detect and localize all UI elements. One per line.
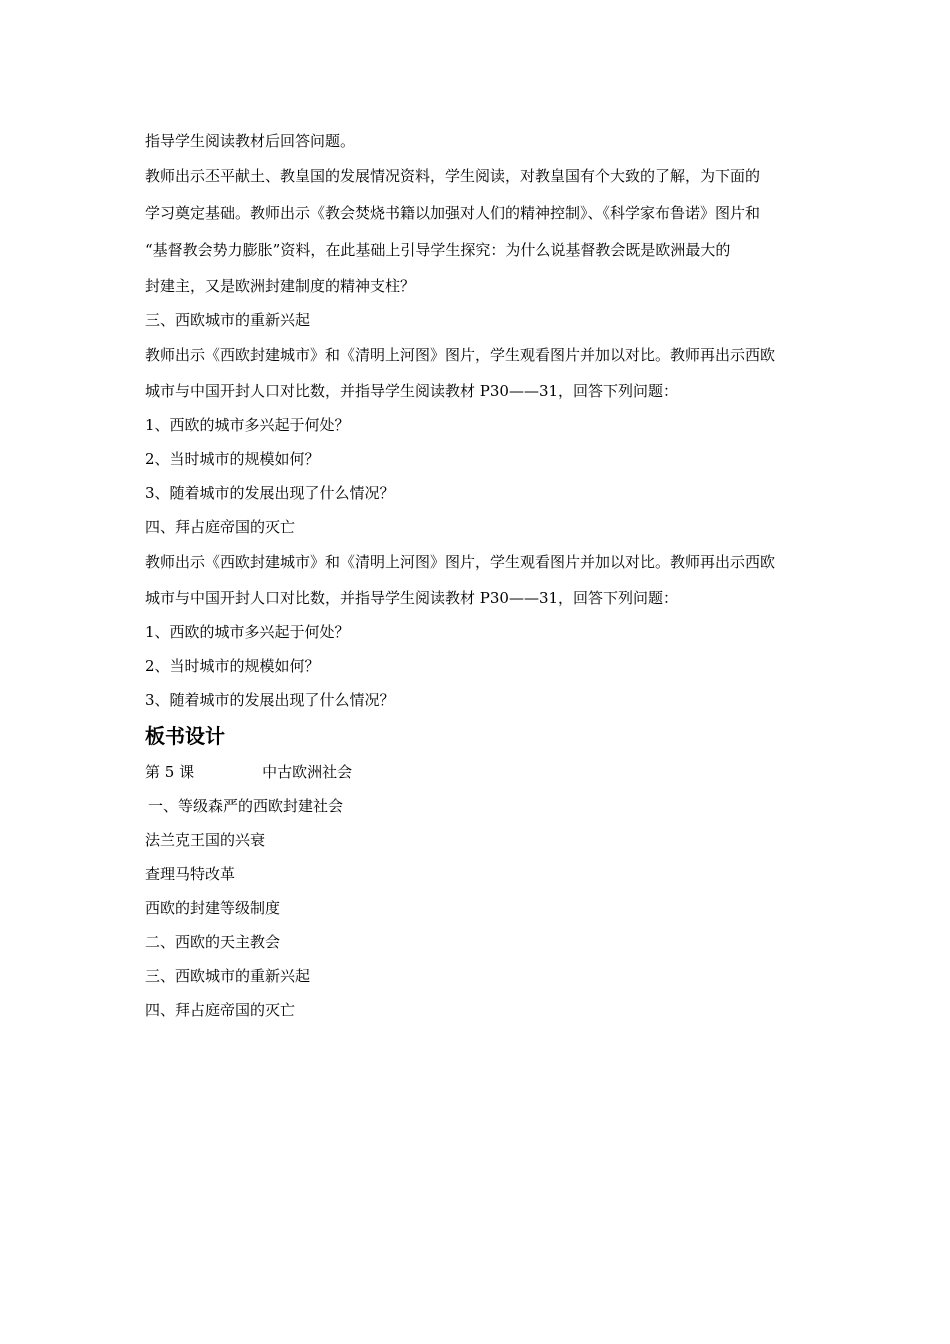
paragraph-instruction: 指导学生阅读教材后回答问题。	[145, 132, 356, 150]
paragraph-line: 学习奠定基础。教师出示《教会焚烧书籍以加强对人们的精神控制》、《科学家布鲁诺》图片和	[145, 204, 761, 222]
lesson-number: 第 5 课	[145, 763, 195, 781]
paragraph-line: 封建主，又是欧洲封建制度的精神支柱？	[145, 277, 416, 295]
section-title-cities: 三、西欧城市的重新兴起	[145, 311, 311, 329]
paragraph-line: 城市与中国开封人口对比数，并指导学生阅读教材 P30——31，回答下列问题：	[145, 382, 679, 400]
paragraph-line: 教师出示丕平献土、教皇国的发展情况资料，学生阅读，对教皇国有个大致的了解，为下面的	[145, 167, 761, 185]
paragraph-line: “基督教会势力膨胀”资料，在此基础上引导学生探究：为什么说基督教会既是欧洲最大的	[145, 241, 731, 259]
board-item: 四、拜占庭帝国的灭亡	[145, 1001, 296, 1019]
lesson-line	[145, 755, 810, 789]
board-design-heading: 板书设计	[145, 724, 225, 748]
question-item: 2、当时城市的规模如何？	[145, 450, 320, 468]
board-item: 查理马特改革	[145, 865, 236, 883]
question-item: 3、随着城市的发展出现了什么情况？	[145, 691, 395, 709]
paragraph-line: 教师出示《西欧封建城市》和《清明上河图》图片，学生观看图片并加以对比。教师再出示西欧	[145, 346, 776, 364]
paragraph-line: 城市与中国开封人口对比数，并指导学生阅读教材 P30——31，回答下列问题：	[145, 589, 679, 607]
section-title-byzantium: 四、拜占庭帝国的灭亡	[145, 518, 296, 536]
board-item: 三、西欧城市的重新兴起	[145, 967, 311, 985]
lesson-title: 中古欧洲社会	[262, 763, 353, 781]
board-item: 二、西欧的天主教会	[145, 933, 281, 951]
question-item: 2、当时城市的规模如何？	[145, 657, 320, 675]
document-body	[145, 124, 810, 1027]
board-item: 西欧的封建等级制度	[145, 899, 281, 917]
paragraph-line: 教师出示《西欧封建城市》和《清明上河图》图片，学生观看图片并加以对比。教师再出示西欧	[145, 553, 776, 571]
board-item: 法兰克王国的兴衰	[145, 831, 266, 849]
board-item: 一、等级森严的西欧封建社会	[148, 797, 344, 815]
question-item: 1、西欧的城市多兴起于何处？	[145, 623, 350, 641]
question-item: 3、随着城市的发展出现了什么情况？	[145, 484, 395, 502]
question-item: 1、西欧的城市多兴起于何处？	[145, 416, 350, 434]
